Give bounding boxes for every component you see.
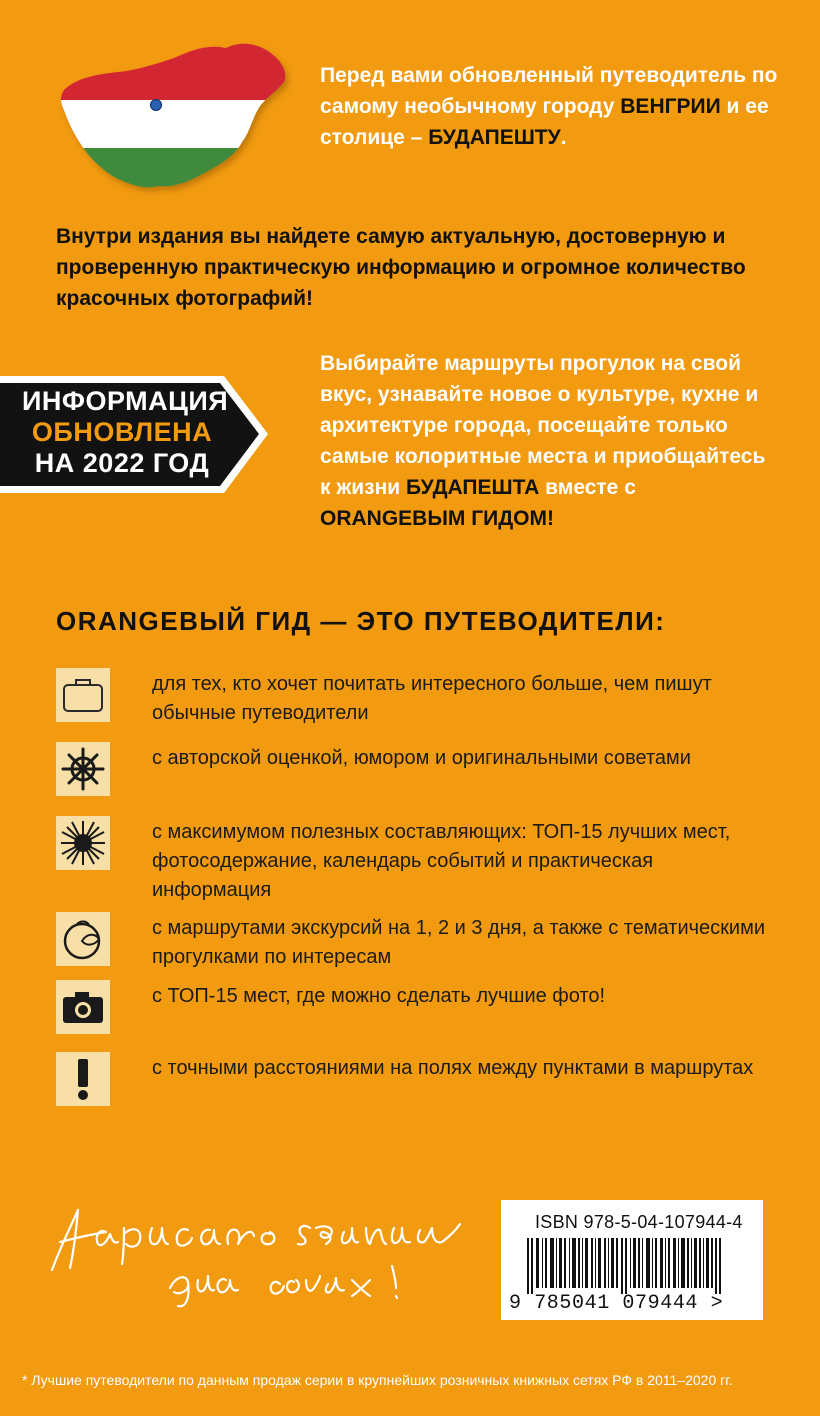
camera-icon [56,980,110,1034]
isbn-number: ISBN 978-5-04-107944-4 [535,1212,743,1232]
sun-icon [56,816,110,870]
intro-text: Перед вами обновленный путеводитель по самому необычному городу ВЕНГРИИ и ее столице – БУДАПЕШТУ. [320,64,778,149]
routes-text: Выбирайте маршруты прогулок на свой вкус, узнавайте новое о культуре, кухне и архитектуре города, посещайте только самые колоритные места и приобщайтесь к жизни БУДАПЕШТА вместе с ORANGEВЫМ ГИДОМ! [320,352,766,530]
handwritten-signature [40,1188,470,1308]
update-badge: ИНФОРМАЦИЯ ОБНОВЛЕНА НА 2022 ГОД [22,386,229,478]
feature-text: с точными расстояниями на полях между пунктами в маршрутах [152,1057,754,1079]
exclamation-icon [56,1052,110,1106]
guide-title: ORANGEВЫЙ ГИД — ЭТО ПУТЕВОДИТЕЛИ: [56,606,666,636]
feature-text: с маршрутами экскурсий на 1, 2 и 3 дня, а также с тематическими прогулками по интересам [152,917,766,968]
inside-text: Внутри издания вы найдете самую актуальную, достоверную и проверенную практическую информацию и огромное количество красочных фотографий! [56,225,746,310]
barcode-bars [511,1238,751,1294]
ship-wheel-icon [56,742,110,796]
barcode-digits: 9 785041 079444 > [509,1292,724,1315]
feature-text: для тех, кто хочет почитать интересного больше, чем пишут обычные путеводители [152,673,712,724]
feature-text: с ТОП-15 мест, где можно сделать лучшие фото! [152,985,606,1007]
barcode [501,1200,763,1320]
feature-text: с максимумом полезных составляющих: ТОП-15 лучших мест, фотосодержание, календарь событий и практическая информация [152,821,731,901]
orange-icon [56,912,110,966]
suitcase-icon [56,668,110,722]
hungary-flag-map [46,38,292,198]
feature-text: с авторской оценкой, юмором и оригинальными советами [152,747,691,769]
footnote: * Лучшие путеводители по данным продаж серии в крупнейших розничных книжных сетях РФ в 2011–2020 гг. [22,1372,733,1388]
